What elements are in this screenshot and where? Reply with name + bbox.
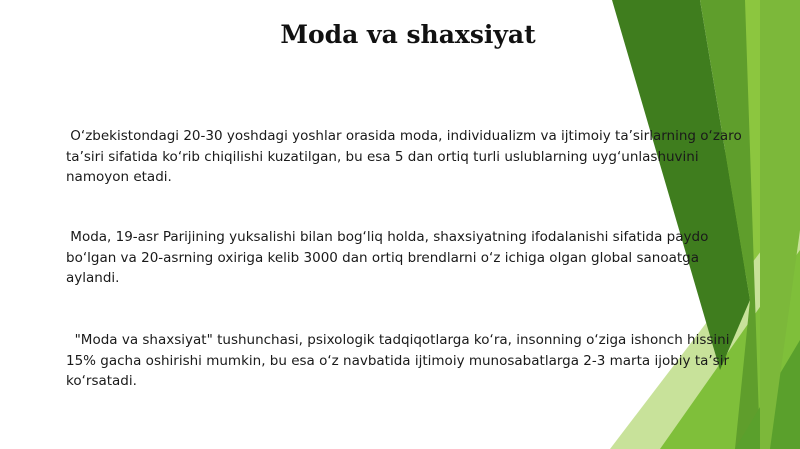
slide-title: Moda va shaxsiyat [280,20,536,49]
paragraph-2: Moda, 19-asr Parijining yuksalishi bilan bog‘liq holda, shaxsiyatning ifodalanishi sifatida paydo bo‘lgan va 20-asrning oxiriga kelib 3000 dan ortiq brendlarni o‘z ichiga olgan global sanoatga aylandi. [66,229,713,286]
paragraph-1: O‘zbekistondagi 20-30 yoshdagi yoshlar orasida moda, individualizm va ijtimoiy ta’sirlarning o‘zaro ta’siri sifatida ko‘rib chiqilishi kuzatilgan, bu esa 5 dan ortiq turli uslublarning uyg‘unlashuvini namoyon etadi. [66,128,746,185]
paragraph-3: "Moda va shaxsiyat" tushunchasi, psixologik tadqiqotlarga ko‘ra, insonning o‘ziga ishonch hissini 15% gacha oshirishi mumkin, bu esa o‘z navbatida ijtimoiy munosabatlarga 2-3 marta ijobiy ta’sir ko‘rsatadi. [66,332,734,389]
